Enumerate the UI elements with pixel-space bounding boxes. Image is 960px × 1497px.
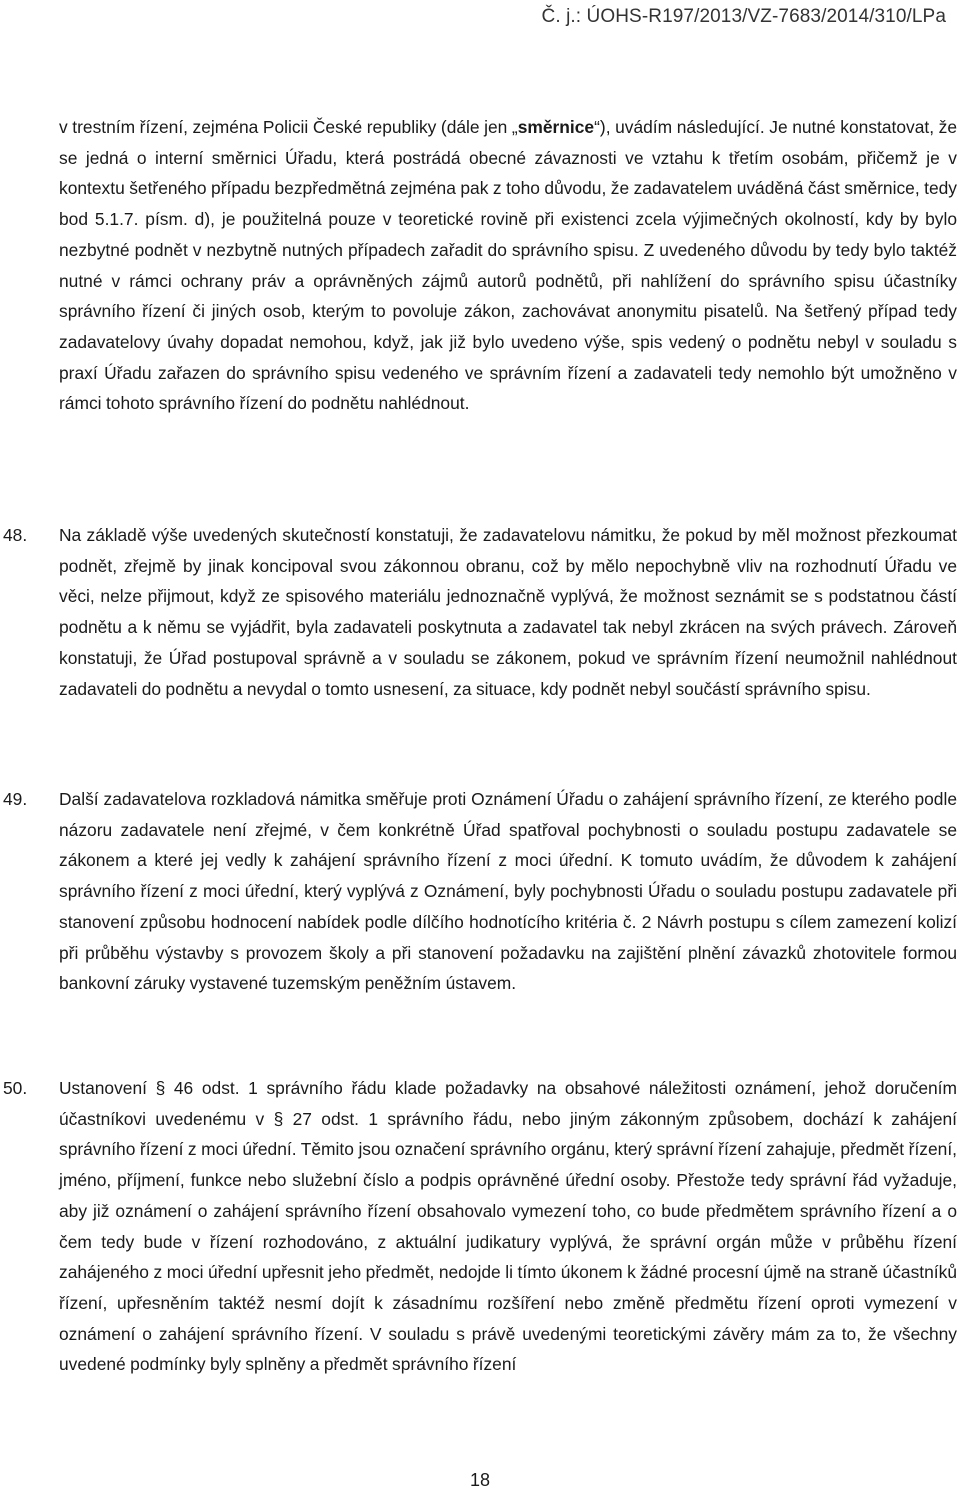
continuation-text-start: v trestním řízení, zejména Policii České republiky (dále jen „ xyxy=(59,117,518,137)
paragraph-text: Ustanovení § 46 odst. 1 správního řádu klade požadavky na obsahové náležitosti oznámení, jehož doručením účastníkovi uvedenému v § 27 odst. 1 správního řádu, nebo jiným zákonným způsobem, dochází k zahájení správního řízení z moci úřední. Těmito jsou označení správního orgánu, který správní řízení zahajuje, předmět řízení, jméno, příjmení, funkce nebo služební číslo a podpis oprávněné úřední osoby. Přestože tedy správní řád vyžaduje, aby již oznámení o zahájení správního řízení obsahovalo vymezení toho, co bude předmětem správního řízení a o čem tedy bude v řízení rozhodováno, z aktuální judikatury vyplývá, že správní orgán může v průběhu řízení zahájeného z moci úřední upřesnit jeho předmět, nedojde li tímto úkonem k žádné procesní újmě na straně účastníků řízení, upřesněním taktéž nesmí dojít k zásadnímu rozšíření nebo změně předmětu řízení oproti vymezení v oznámení o zahájení správního řízení. V souladu s právě uvedenými teoretickými závěry mám za to, že všechny uvedené podmínky byly splněny a předmět správního řízení xyxy=(59,1078,957,1375)
paragraph-text: Na základě výše uvedených skutečností konstatuji, že zadavatelovu námitku, že pokud by měl možnost přezkoumat podnět, zřejmě by jinak koncipoval svou zákonnou obranu, což by mělo nepochybně vliv na rozhodnutí Úřadu ve věci, nelze přijmout, když ze spisového materiálu jednoznačně vyplývá, že možnost seznámit se s podstatnou částí podnětu a k němu se vyjádřit, byla zadavateli poskytnuta a zadavatel tak nebyl zkrácen na svých právech. Zároveň konstatuji, že Úřad postupoval správně a v souladu se zákonem, pokud ve správním řízení neumožnil nahlédnout zadavateli do podnětu a nevydal o tomto usnesení, za situace, kdy podnět nebyl součástí správního spisu. xyxy=(59,525,957,699)
paragraph-number: 50. xyxy=(3,1078,28,1098)
continuation-text-end: “), uvádím následující. Je nutné konstatovat, že se jedná o interní směrnici Úřadu, která postrádá obecné závaznosti ve vztahu k třetím osobám, přičemž je v kontextu šetřeného případu bezpředmětná zejména pak z toho důvodu, že zadavatelem uváděná část směrnice, tedy bod 5.1.7. písm. d), je použitelná pouze v teoretické rovině při existenci zcela výjimečných okolností, kdy by bylo nezbytné podnět v nezbytně nutných případech zařadit do správního spisu. Z uvedeného důvodu by tedy bylo taktéž nutné v rámci ochrany práv a oprávněných zájmů autorů podnětů, při nahlížení do správního spisu účastníky správního řízení či jiných osob, kterým to povoluje zákon, zachovávat anonymitu pisatelů. Na šetřený případ tedy zadavatelovy úvahy dopadat nemohou, když, jak již bylo uvedeno výše, spis vedený o podnětu nebyl v souladu s praxí Úřadu zařazen do správního spisu vedeného ve správním řízení a zadavateli tedy nemohlo být umožněno v rámci tohoto správního řízení do podnětu nahlédnout. xyxy=(59,117,958,414)
paragraph-text: Další zadavatelova rozkladová námitka směřuje proti Oznámení Úřadu o zahájení správního řízení, ze kterého podle názoru zadavatele není zřejmé, v čem konkrétně Úřad spatřoval pochybnosti o souladu postupu zadavatele se zákonem a které jej vedly k zahájení správního řízení z moci úřední. K tomuto uvádím, že důvodem k zahájení správního řízení z moci úřední, který vyplývá z Oznámení, byly pochybnosti Úřadu o souladu postupu zadavatele při stanovení způsobu hodnocení nabídek podle dílčího hodnotícího kritéria č. 2 Návrh postupu s cílem zamezení kolizí při průběhu výstavby s provozem školy a při stanovení požadavku na zajištění plnění závazků zhotovitele formou bankovní záruky vystavené tuzemským peněžním ústavem. xyxy=(59,789,957,994)
paragraph-number: 49. xyxy=(3,789,28,809)
continuation-paragraph xyxy=(59,112,957,419)
page-number: 18 xyxy=(469,1470,491,1490)
document-reference: Č. j.: ÚOHS-R197/2013/VZ-7683/2014/310/LPa xyxy=(541,6,946,27)
paragraph-number: 48. xyxy=(3,525,28,545)
defined-term: směrnice xyxy=(517,117,595,137)
